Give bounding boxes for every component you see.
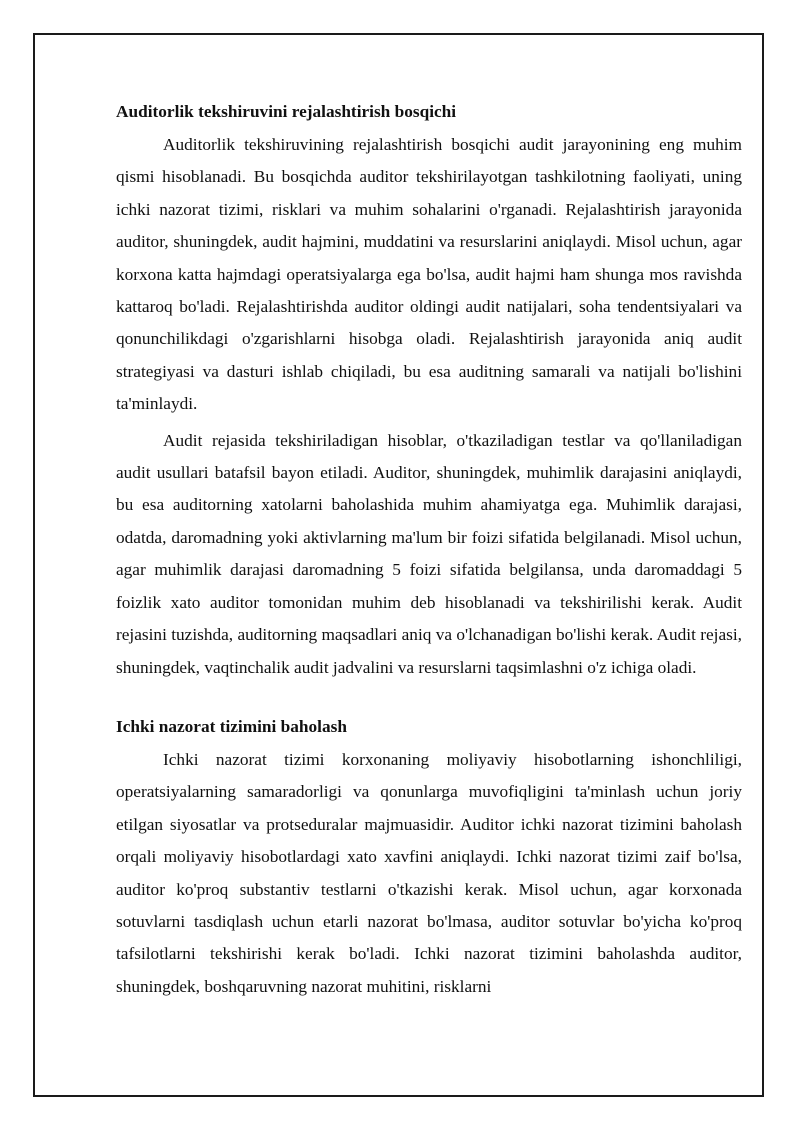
section-spacer [116, 688, 742, 713]
section-heading-planning: Auditorlik tekshiruvini rejalashtirish bosqichi [116, 102, 457, 121]
document-body [116, 98, 742, 1007]
paragraph: Audit rejasida tekshiriladigan hisoblar, o'tkaziladigan testlar va qo'llaniladigan audit usullari batafsil bayon etiladi. Auditor, shuningdek, muhimlik darajasini aniqlaydi, bu esa auditorning xatolarni baholashida muhim ahamiyatga ega. Muhimlik darajasi, odatda, daromadning yoki aktivlarning ma'lum bir foizi sifatida belgilanadi. Misol uchun, agar muhimlik darajasi daromadning 5 foizi sifatida belgilansa, unda daromaddagi 5 foizlik xato auditor tomonidan muhim deb hisoblanadi va tekshirilishi kerak. Audit rejasini tuzishda, auditorning maqsadlari aniq va o'lchanadigan bo'lishi kerak. Audit rejasi, shuningdek, vaqtinchalik audit jadvalini va resurslarni taqsimlashni o'z ichiga oladi. [116, 430, 742, 677]
paragraph: Ichki nazorat tizimi korxonaning moliyaviy hisobotlarning ishonchliligi, operatsiyalarning samaradorligi va qonunlarga muvofiqligini ta'minlash uchun joriy etilgan siyosatlar va protseduralar majmuasidir. Auditor ichki nazorat tizimini baholash orqali moliyaviy hisobotlardagi xato xavfini aniqlaydi. Ichki nazorat tizimi zaif bo'lsa, auditor ko'proq substantiv testlarni o'tkazishi kerak. Misol uchun, agar korxonada sotuvlarni tasdiqlash uchun etarli nazorat bo'lmasa, auditor sotuvlar bo'yicha ko'proq tafsilotlarni tekshirishi kerak bo'ladi. Ichki nazorat tizimini baholashda auditor, shuningdek, boshqaruvning nazorat muhitini, risklarni [116, 749, 742, 996]
section-heading-internal-control: Ichki nazorat tizimini baholash [116, 716, 347, 736]
paragraph: Auditorlik tekshiruvining rejalashtirish bosqichi audit jarayonining eng muhim qismi hisoblanadi. Bu bosqichda auditor tekshirilayotgan tashkilotning faoliyati, uning ichki nazorat tizimi, risklari va muhim sohalarini o'rganadi. Rejalashtirish jarayonida auditor, shuningdek, audit hajmini, muddatini va resurslarini aniqlaydi. Misol uchun, agar korxona katta hajmdagi operatsiyalarga ega bo'lsa, audit hajmi ham shunga mos ravishda kattaroq bo'ladi. Rejalashtirishda auditor oldingi audit natijalari, soha tendentsiyalari va qonunchilikdagi o'zgarishlarni hisobga oladi. Rejalashtirish jarayonida aniq audit strategiyasi va dasturi ishlab chiqiladi, bu esa auditning samarali va natijali bo'lishini ta'minlaydi. [116, 135, 742, 414]
